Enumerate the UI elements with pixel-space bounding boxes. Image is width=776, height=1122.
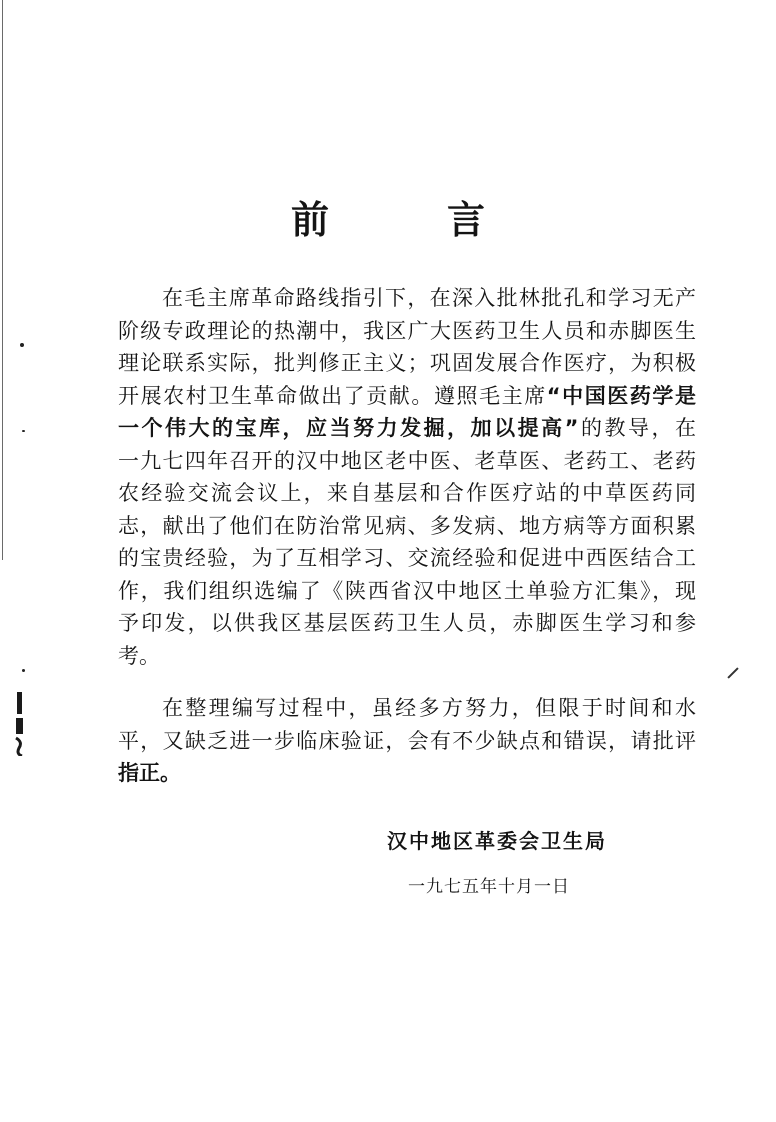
text-segment: 的教导，在 <box>578 416 696 440</box>
text-line: 的宝贵经验，为了互相学习、交流经验和促进中西医结合工 <box>118 546 696 570</box>
title-char-2: 言 <box>447 197 486 242</box>
text-line: 考。 <box>118 643 160 668</box>
text-line: 志，献出了他们在防治常见病、多发病、地方病等方面积累 <box>118 513 696 538</box>
scan-mark <box>727 667 738 678</box>
text-line: 农经验交流会议上，来自基层和合作医疗站的中草医药同 <box>118 481 696 505</box>
scan-speck <box>22 669 25 672</box>
page-title <box>0 196 776 244</box>
text-line: 阶级专政理论的热潮中，我区广大医药卫生人员和赤脚医生 <box>118 318 696 343</box>
text-line: 予印发，以供我区基层医药卫生人员，赤脚医生学习和参 <box>118 611 696 635</box>
text-line: 在毛主席革命路线指引下，在深入批林批孔和学习无产 <box>162 286 696 310</box>
binding-hole-mark <box>15 692 24 756</box>
signature-organization: 汉中地区革委会卫生局 <box>387 829 607 853</box>
binding-edge-line <box>2 0 3 560</box>
scan-speck <box>22 430 25 432</box>
quote-text: “中国医药学是 <box>546 383 696 408</box>
preface-paragraph-2 <box>118 692 696 790</box>
text-line <box>118 380 696 413</box>
text-line: 在整理编写过程中，虽经多方努力，但限于时间和水 <box>162 696 696 720</box>
signature-date: 一九七五年十月一日 <box>408 877 570 897</box>
scan-speck <box>20 343 24 347</box>
text-line: 一九七四年召开的汉中地区老中医、老草医、老药工、老药 <box>118 448 696 473</box>
text-segment: 开展农村卫生革命做出了贡献。遵照毛主席 <box>118 383 547 408</box>
text-line: 平，又缺乏进一步临床验证，会有不少缺点和错误，请批评 <box>118 728 696 753</box>
text-line <box>118 412 696 445</box>
text-line: 作，我们组织选编了《陕西省汉中地区土单验方汇集》，现 <box>118 578 696 603</box>
text-line: 指正。 <box>118 760 181 785</box>
quote-text: 一个伟大的宝库，应当努力发掘，加以提高” <box>118 416 579 440</box>
preface-paragraph-1 <box>118 282 696 672</box>
text-line: 理论联系实际，批判修正主义；巩固发展合作医疗，为积极 <box>118 351 696 375</box>
title-char-1: 前 <box>290 197 329 242</box>
